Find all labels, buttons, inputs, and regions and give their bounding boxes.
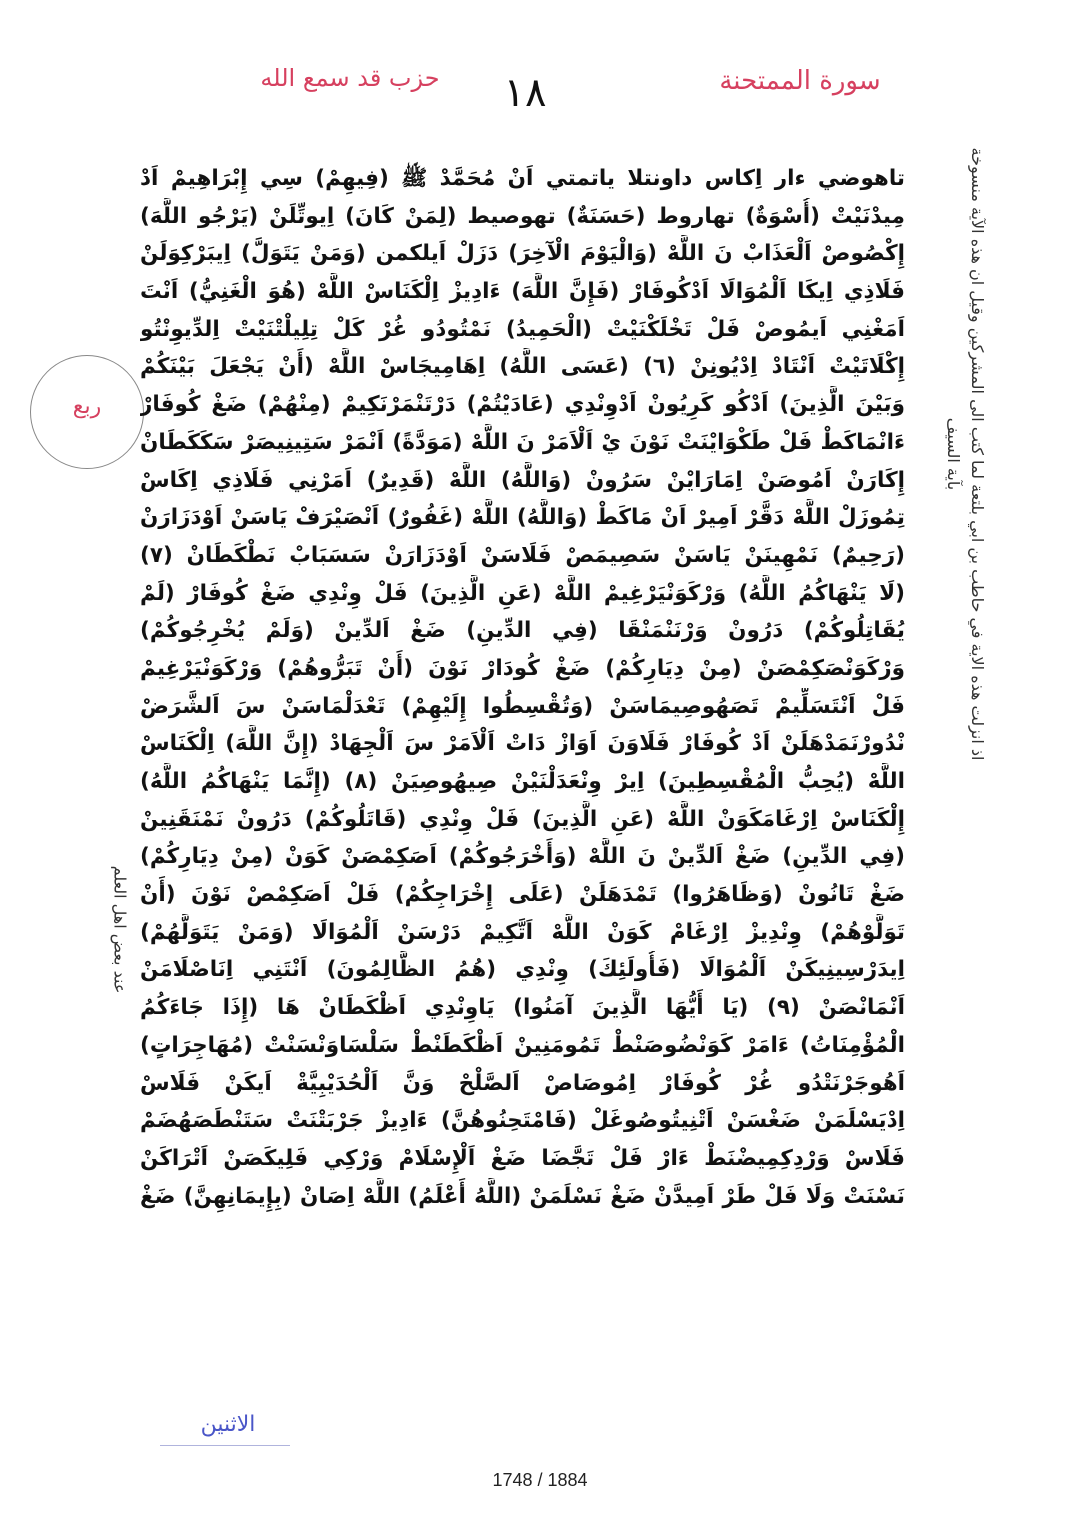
right-margin-note	[925, 130, 1005, 770]
body-line: فَلَاذِي اِيكَا اَلْمُوَالَا اَدْكُوفَارْ (فَإِنَّ اللَّهَ) ءَادِيزْ اِلْكَنَاسْ اللَّهْ (هُوَ الْغَنِيُّ) اَنْتَ	[140, 279, 905, 305]
body-line: يُقَاتِلُوكُمْ) دَرُونْ وَرْنَنْمَنْقَا (فِي الدِّينِ) ضَغْ اَلدِّينْ (وَلَمْ يُخْرِجُوكُمْ)	[140, 618, 905, 644]
body-line: تَوَلَّوْهُمْ) وِنْدِيزْ اِرْغَامْ كَوَنْ اللَّهْ اَتَّكِيمْ دَرْسَنْ اَلْمُوَالَا (وَمَنْ يَتَوَلَّهُمْ)	[140, 919, 905, 945]
body-line: مِيدْنَيْتْ (أُسْوَةٌ) تهاروط (حَسَنَةٌ) تهوصيط (لِمَنْ كَانَ) اِيوتِّلَنْ (يَرْجُو اللَّهَ)	[140, 203, 905, 229]
body-line: اللَّهْ (يُحِبُّ الْمُقْسِطِينَ) اِيرْ وِنْعَدَلْنَيْنْ صِيهُوصِيَنْ (٨) (إِنَّمَا يَنْهَاكُمُ اللَّهُ)	[140, 769, 905, 794]
body-line: اِدْيَسْلَمَنْ ضَغْسَنْ اَتْنِيتُوصُوغَلْ (فَامْتَحِنُوهُنَّ) ءَادِيزْ جَرْبَتْنَتْ سَتَنْطَصَهُضَمْ	[140, 1108, 905, 1134]
body-line: اِيدَرْسِينِيكَنْ اَلْمُوَالَا (فَأُولَئِكَ) وِنْدِي (هُمُ الظَّالِمُونَ) اَنْتَنِي اِنَاصْلَامَنْ	[140, 957, 905, 983]
body-line: فَلَاسْ وَرْدِكِمِيضْنَطْ ءَارْ فَلْ تَجَّضَا ضَغْ اَلْإِسْلَامْ وَرْكِي فَلِيكَصَنْ اَتْرَاكَنْ	[140, 1145, 905, 1171]
body-line: اَمَغْنِي اَيمُوصْ فَلْ تَخْلَكْنَيْتْ (الْحَمِيدُ) نَمْتُودُو غُرْ كَلْ تِلِيلْتْنَيْتْ اِلدِّيوِنْتُو	[140, 316, 905, 342]
body-line: وَبَيْنَ الَّذِينَ) اَدْكُو كَرِيُونْ اَدْوِنْدِي (عَادَيْتُمْ) دَرْتَنْمَرْنَكِيمْ (مِنْهُمْ) ضَغْ كُوفَارْ	[140, 392, 905, 418]
body-line: (فِي الدِّينِ) ضَغْ اَلدِّينْ نَ اللَّهْ (وَأَخْرَجُوكُمْ) اَصَكِمْصَنْ كَوَنْ (مِنْ دِيَارِكُمْ)	[140, 844, 905, 870]
body-line: تِمُوزَلْ اللَّهْ دَقَّرْ اَمِيرْ اَنْ مَاكَطْ (وَاللَّهُ) اللَّهْ (غَفُورٌ) اَنْصَيْرَفْ يَاسَنْ اَوْدَزَارَنْ	[140, 505, 905, 531]
body-line: ءَانْمَاكَطْ فَلْ طَكْوَايْنَتْ نَوْنَ يْ اَلْاَمَرْ نَ اللَّهْ (مَوَدَّةً) اَنْمَرْ سَتِينِيصَرْ سَكَكَطَانْ	[140, 429, 905, 455]
bottom-handwritten-note: الاثنين	[200, 1412, 256, 1437]
body-line: (رَحِيمٌ) نَمْهِينَنْ يَاسَنْ سَصِيمَصْ فَلَاسَنْ اَوْدَزَارَنْ سَسَبَابْ نَطْكَطَانْ (٧)	[140, 542, 905, 568]
tafsir-body-text	[140, 160, 905, 1215]
quarter-marker-circle	[30, 355, 144, 469]
page-indicator: 1748 / 1884	[492, 1470, 588, 1490]
body-line: نْدُورْنَمَدْهَلَنْ اَدْ كُوفَارْ فَلَاوَنَ اَوَازْ دَاتْ اَلْاَمَرْ سَ اَلْجِهَادْ (إِنَّ اللَّهَ) اِلْكَنَاسْ	[140, 731, 905, 757]
body-line: تاهوضي ءار اِكاس داونتلا ياتمتي اَنْ مُحَمَّدْ ﷺ (فِيهِمْ) سِي إِبْرَاهِيمْ اَدْ	[140, 166, 905, 191]
header-surah-title: سورة الممتحنة	[719, 66, 881, 96]
left-margin-note	[100, 820, 140, 1050]
body-line: وَرْكَوَنْصَكِمْصَنْ (مِنْ دِيَارِكُمْ) ضَغْ كُودَارْ نَوْنَ (أَنْ تَبَرُّوهُمْ) وَرْكَوَنْيَرْغِيمْ	[140, 655, 905, 681]
body-line: ضَغْ تَانُونْ (وَظَاهَرُوا) تَمْدَهَلَنْ (عَلَى إِخْرَاجِكُمْ) فَلْ اَصَكِمْصْ نَوْنَ (أَنْ	[140, 882, 905, 908]
right-margin-note-text: اذ انزلت هذه الاية في حاطب بن ابي بلتعة لما كتب الى المشركين وقيل ان هذه الآية منسوخة بآية السيف	[944, 147, 987, 761]
header-page-number: ١٨	[503, 70, 547, 116]
body-line: (لَا يَنْهَاكُمُ اللَّهُ) وَرْكَوَنْيَرْغِيمْ اللَّهْ (عَنِ الَّذِينَ) فَلْ وِنْدِي ضَغْ كُوفَارْ (لَمْ	[140, 580, 905, 606]
body-line: إِكْصُوصْ اَلْعَذَابْ نَ اللَّهْ (وَالْيَوْمَ الْآخِرَ) دَزَلْ اَيلكمن (وَمَنْ يَتَوَلَّ) اِيبَرْكِوَلَنْ	[140, 241, 905, 267]
body-line: إِلْكَنَاسْ اِرْغَامَكَوَنْ اللَّهْ (عَنِ الَّذِينَ) فَلْ وِنْدِي (قَاتَلُوكُمْ) دَرُونْ نَمْنَقَنِينْ	[140, 806, 905, 832]
header-hizb-label: حزب قد سمع الله	[260, 64, 440, 92]
body-line: إِكَارَنْ اَمُوصَنْ اِمَارَايْنْ سَرُونْ (وَاللَّهُ) اللَّهْ (قَدِيرٌ) اَمَرْنِي فَلَاذِي اِكَاسْ	[140, 467, 905, 493]
body-line: إِكْلَاتَيْتْ اَنْتَادْ اِدْيُونِنْ (٦) (عَسَى اللَّهُ) اِهَامِيجَاسْ اللَّهْ (أَنْ يَجْعَلَ بَيْنَكُمْ	[140, 354, 905, 380]
body-line: اَهُوجَرْنَتْدُو غُرْ كُوفَارْ اِمُوصَاصْ اَلصَّلْحْ وَنَّ اَلْحُدَيْبِيَّةْ اَيكَنْ فَلَاسْ	[140, 1070, 905, 1096]
body-line: اَنْمَانْصَنْ (٩) (يَا أَيُّهَا الَّذِينَ آمَنُوا) يَاوِنْدِي اَظْكَطَانْ هَا (إِذَا جَاءَكُمُ	[140, 995, 905, 1021]
body-line: نَسْنَتْ وَلَا فَلْ طَرْ اَمِيدَّنْ ضَغْ نَسْلَمَنْ (اللَّهُ أَعْلَمُ) اللَّهْ اِصَانْ (بِإِيمَانِهِنَّ) ضَغْ	[140, 1183, 905, 1209]
left-margin-note-text: عند بعض اهل العلم	[110, 865, 130, 994]
bottom-note-underline	[160, 1445, 290, 1446]
quarter-marker-label: ربع	[72, 394, 102, 419]
body-line: الْمُؤْمِنَاتُ) ءَامَرْ كَوَنْضُوصَنْطْ تَمُومَنِينْ اَظْكَطَنْطْ سَلْسَاوَنْسَنْتْ (مُهَاجِرَاتٍ)	[140, 1032, 905, 1058]
body-line: فَلْ اَنْتَسَلِّيمْ تَصَهُوصِيمَاسَنْ (وَتُقْسِطُوا إِلَيْهِمْ) تَعْدَلْمَاسَنْ سَ اَلشَّرَضْ	[140, 693, 905, 719]
